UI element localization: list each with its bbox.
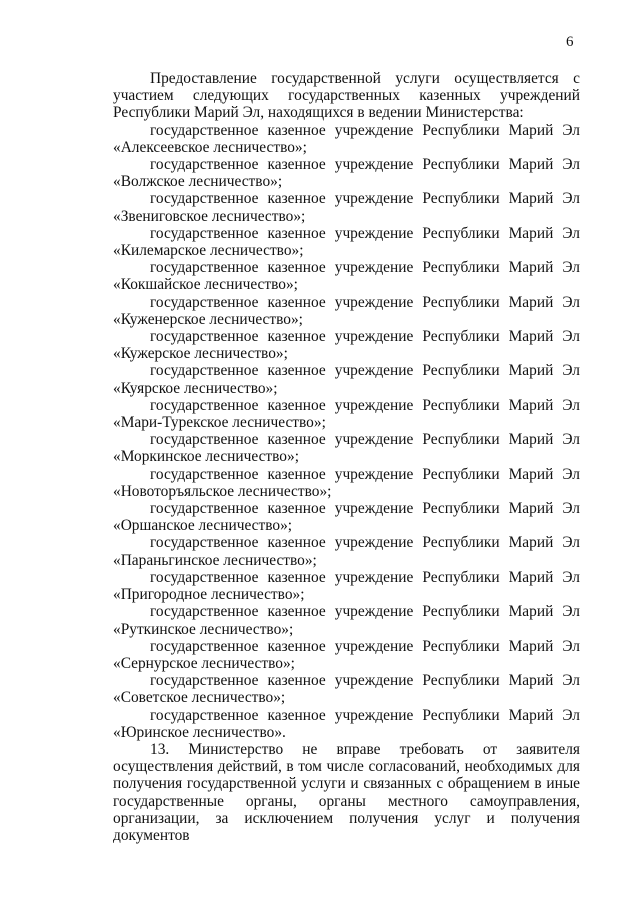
institution-name: «Новоторъяльское лесничество»; <box>113 482 332 500</box>
institution-entry <box>113 397 580 431</box>
institution-entry <box>113 466 580 500</box>
intro-paragraph: Предоставление государственной услуги осуществляется с участием следующих государственных казенных учреждений Республики Марий Эл, находящихся в ведении Министерства: <box>113 70 580 122</box>
institution-name: «Юринское лесничество». <box>113 723 286 741</box>
institution-entry <box>113 569 580 603</box>
institution-prefix: государственное казенное учреждение Республики Марий Эл <box>150 465 580 483</box>
institution-prefix: государственное казенное учреждение Республики Марий Эл <box>150 190 580 208</box>
document-body <box>113 70 580 844</box>
institution-entry <box>113 225 580 259</box>
institution-entry <box>113 259 580 293</box>
institution-prefix: государственное казенное учреждение Республики Марий Эл <box>150 362 580 380</box>
institution-entry <box>113 294 580 328</box>
institution-name: «Сернурское лесничество»; <box>113 654 295 672</box>
page-number: 6 <box>566 34 574 50</box>
institution-entry <box>113 122 580 156</box>
institution-name: «Пригородное лесничество»; <box>113 586 305 604</box>
institution-prefix: государственное казенное учреждение Республики Марий Эл <box>150 534 580 552</box>
institution-entry <box>113 190 580 224</box>
institution-name: «Килемарское лесничество»; <box>113 242 304 260</box>
institution-prefix: государственное казенное учреждение Республики Марий Эл <box>150 156 580 174</box>
institution-prefix: государственное казенное учреждение Республики Марий Эл <box>150 396 580 414</box>
institution-prefix: государственное казенное учреждение Республики Марий Эл <box>150 293 580 311</box>
institution-name: «Звениговское лесничество»; <box>113 207 306 225</box>
institution-prefix: государственное казенное учреждение Республики Марий Эл <box>150 259 580 277</box>
institution-entry <box>113 534 580 568</box>
institution-prefix: государственное казенное учреждение Республики Марий Эл <box>150 603 580 621</box>
institution-name: «Моркинское лесничество»; <box>113 448 299 466</box>
institution-prefix: государственное казенное учреждение Республики Марий Эл <box>150 568 580 586</box>
institution-name: «Алексеевское лесничество»; <box>113 138 307 156</box>
institution-name: «Руткинское лесничество»; <box>113 620 294 638</box>
institution-name: «Оршанское лесничество»; <box>113 517 293 535</box>
institution-name: «Волжское лесничество»; <box>113 173 283 191</box>
institution-entry <box>113 707 580 741</box>
institution-name: «Кужерское лесничество»; <box>113 345 288 363</box>
institution-entry <box>113 603 580 637</box>
institution-entry <box>113 638 580 672</box>
clause-13-paragraph: 13. Министерство не вправе требовать от заявителя осуществления действий, в том числе согласований, необходимых для получения государственной услуги и связанных с обращением в иные государственные органы, органы местного самоуправления, организации, за исключением получения услуг и получения документов <box>113 740 580 844</box>
institution-name: «Параньгинское лесничество»; <box>113 551 317 569</box>
institution-prefix: государственное казенное учреждение Республики Марий Эл <box>150 121 580 139</box>
institution-name: «Куженерское лесничество»; <box>113 310 303 328</box>
institution-prefix: государственное казенное учреждение Республики Марий Эл <box>150 637 580 655</box>
institution-entry <box>113 328 580 362</box>
institution-prefix: государственное казенное учреждение Республики Марий Эл <box>150 328 580 346</box>
institution-name: «Советское лесничество»; <box>113 689 286 707</box>
institution-entry <box>113 156 580 190</box>
institution-prefix: государственное казенное учреждение Республики Марий Эл <box>150 672 580 690</box>
institution-prefix: государственное казенное учреждение Республики Марий Эл <box>150 431 580 449</box>
institution-name: «Мари-Турекское лесничество»; <box>113 414 326 432</box>
institution-name: «Куярское лесничество»; <box>113 379 278 397</box>
institution-list <box>113 122 580 741</box>
institution-prefix: государственное казенное учреждение Республики Марий Эл <box>150 500 580 518</box>
institution-prefix: государственное казенное учреждение Республики Марий Эл <box>150 224 580 242</box>
institution-entry <box>113 431 580 465</box>
institution-entry <box>113 672 580 706</box>
institution-prefix: государственное казенное учреждение Республики Марий Эл <box>150 706 580 724</box>
institution-entry <box>113 500 580 534</box>
institution-name: «Кокшайское лесничество»; <box>113 276 298 294</box>
institution-entry <box>113 362 580 396</box>
